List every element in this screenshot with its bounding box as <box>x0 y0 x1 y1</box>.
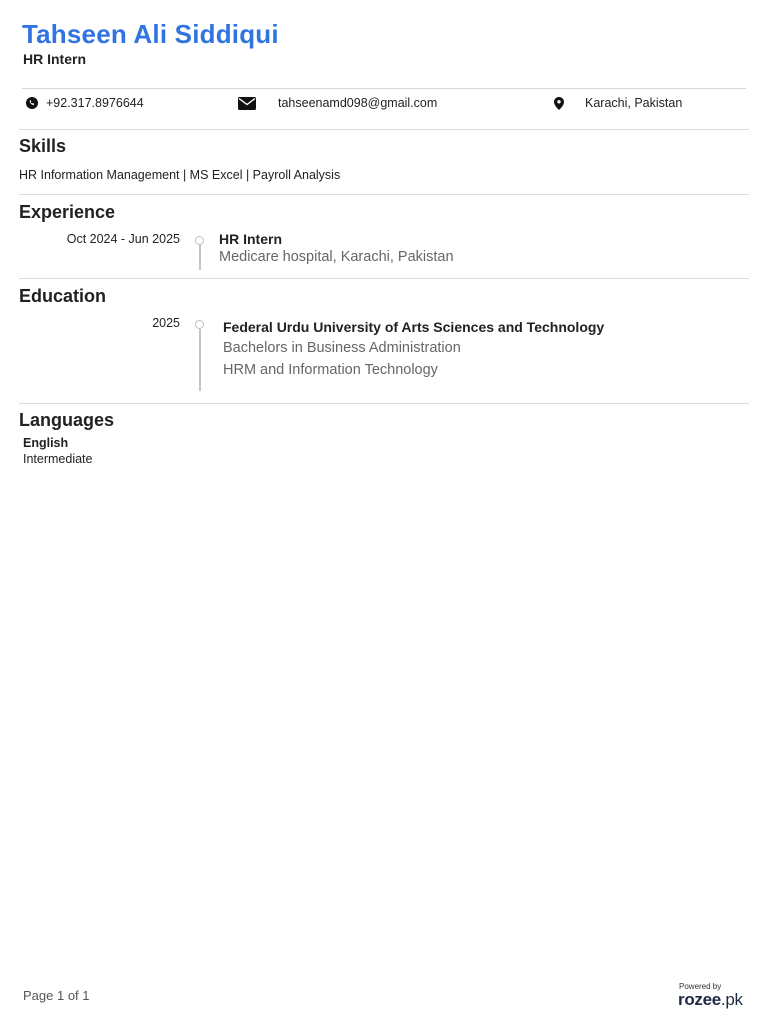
page-number: Page 1 of 1 <box>23 988 90 1003</box>
candidate-name: Tahseen Ali Siddiqui <box>22 19 279 49</box>
phone-icon <box>26 97 38 109</box>
education-field: HRM and Information Technology <box>223 362 438 378</box>
contact-phone[interactable] <box>26 96 144 110</box>
section-title-languages: Languages <box>19 410 115 430</box>
timeline-dot <box>195 320 204 329</box>
language-level: Intermediate <box>23 452 93 466</box>
section-title-skills: Skills <box>19 136 67 156</box>
divider <box>19 129 749 130</box>
rozee-logo <box>678 990 743 1010</box>
language-name: English <box>23 436 69 450</box>
rozee-brand-suffix: .pk <box>720 990 743 1009</box>
education-institution: Federal Urdu University of Arts Sciences and Technology <box>223 319 605 335</box>
contact-email[interactable] <box>238 96 437 110</box>
divider <box>19 403 749 404</box>
email-text: tahseenamd098@gmail.com <box>278 96 438 110</box>
experience-subtitle: Medicare hospital, Karachi, Pakistan <box>219 249 454 265</box>
location-pin-icon <box>554 97 564 110</box>
timeline-line <box>199 245 201 270</box>
divider <box>19 278 749 279</box>
section-title-experience: Experience <box>19 202 116 222</box>
email-icon <box>238 97 256 110</box>
contact-bar <box>22 88 746 129</box>
experience-title: HR Intern <box>219 231 282 247</box>
rozee-brand: rozee <box>678 990 721 1009</box>
section-title-education: Education <box>19 286 107 306</box>
timeline-line <box>199 329 201 391</box>
education-date: 2025 <box>152 316 180 330</box>
contact-location <box>554 96 682 110</box>
powered-by-logo[interactable] <box>678 982 748 1012</box>
skills-list: HR Information Management | MS Excel | Payroll Analysis <box>19 168 341 182</box>
location-text: Karachi, Pakistan <box>585 96 683 110</box>
experience-date: Oct 2024 - Jun 2025 <box>66 232 180 246</box>
phone-text: +92.317.8976644 <box>46 96 144 110</box>
candidate-role: HR Intern <box>23 51 86 67</box>
education-degree: Bachelors in Business Administration <box>223 340 461 356</box>
timeline-dot <box>195 236 204 245</box>
powered-by-label: Powered by <box>679 982 722 991</box>
divider <box>19 194 749 195</box>
